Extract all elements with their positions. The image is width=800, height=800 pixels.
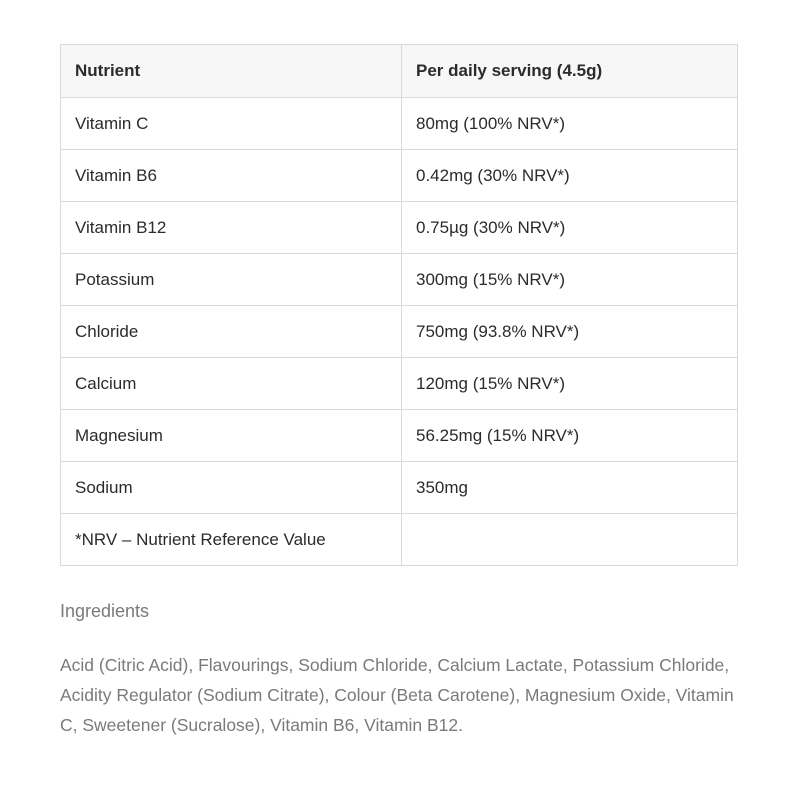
nutrient-name: Sodium	[61, 462, 402, 514]
table-row	[61, 98, 738, 150]
nutrition-table	[60, 44, 738, 566]
nrv-footnote: *NRV – Nutrient Reference Value	[61, 514, 402, 566]
nutrient-name: Vitamin B6	[61, 150, 402, 202]
nutrient-name: Vitamin C	[61, 98, 402, 150]
nutrient-amount: 0.75µg (30% NRV*)	[402, 202, 738, 254]
empty-cell	[402, 514, 738, 566]
ingredients-list: Acid (Citric Acid), Flavourings, Sodium Chloride, Calcium Lactate, Potassium Chloride, Acidity Regulator (Sodium Citrate), Colour (Beta Carotene), Magnesium Oxide, Vitamin C, Sweetener (Sucralose), Vitamin B6, Vitamin B12.	[60, 655, 734, 735]
nutrient-amount: 120mg (15% NRV*)	[402, 358, 738, 410]
nutrient-amount: 0.42mg (30% NRV*)	[402, 150, 738, 202]
nutrient-name: Vitamin B12	[61, 202, 402, 254]
nutrient-name: Calcium	[61, 358, 402, 410]
nutrient-name: Magnesium	[61, 410, 402, 462]
nutrient-name: Chloride	[61, 306, 402, 358]
nutrient-amount: 56.25mg (15% NRV*)	[402, 410, 738, 462]
column-header-nutrient: Nutrient	[61, 45, 402, 98]
table-row	[61, 358, 738, 410]
table-row	[61, 254, 738, 306]
nutrient-name: Potassium	[61, 254, 402, 306]
table-row	[61, 202, 738, 254]
table-row	[61, 462, 738, 514]
table-row-footnote	[61, 514, 738, 566]
table-header-row	[61, 45, 738, 98]
nutrient-amount: 750mg (93.8% NRV*)	[402, 306, 738, 358]
table-row	[61, 410, 738, 462]
table-row	[61, 150, 738, 202]
nutrient-amount: 350mg	[402, 462, 738, 514]
nutrient-amount: 80mg (100% NRV*)	[402, 98, 738, 150]
nutrient-amount: 300mg (15% NRV*)	[402, 254, 738, 306]
ingredients-heading: Ingredients	[60, 601, 150, 621]
table-row	[61, 306, 738, 358]
column-header-per-daily-serving: Per daily serving (4.5g)	[402, 45, 738, 98]
